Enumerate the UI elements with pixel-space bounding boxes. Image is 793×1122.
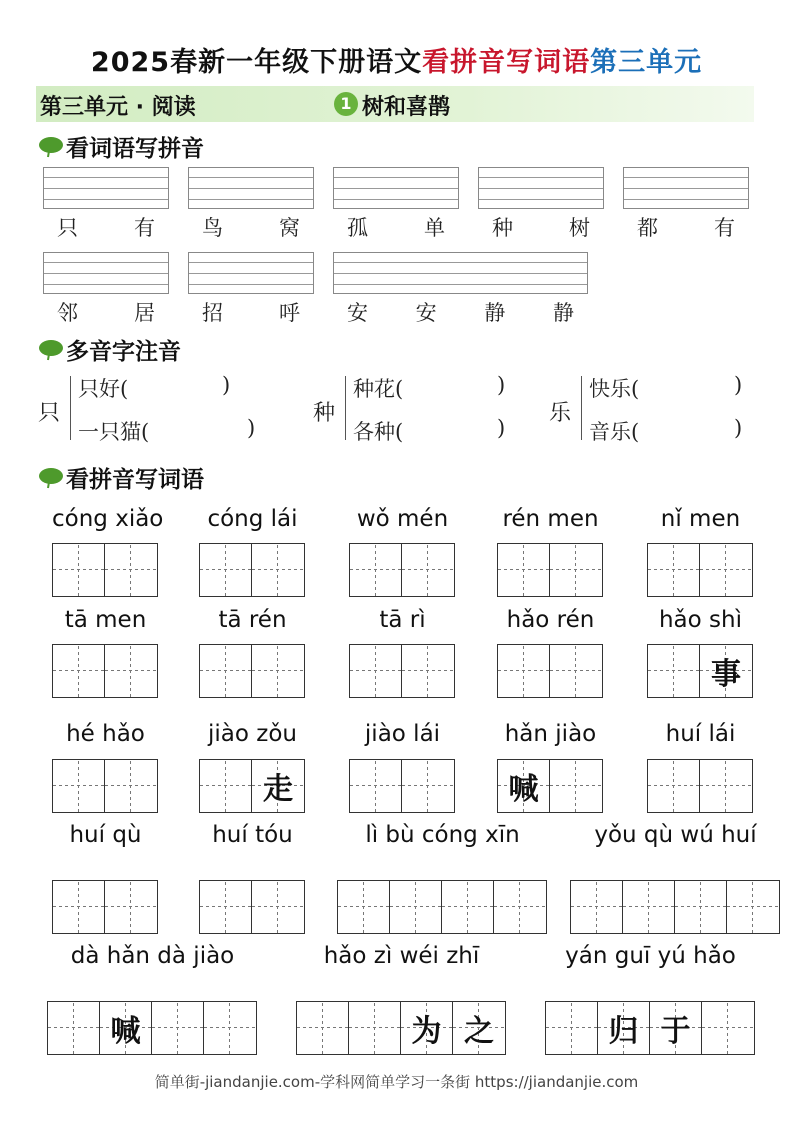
pinyin-prompt: tā men — [64, 607, 147, 633]
writing-cell[interactable] — [200, 760, 252, 812]
writing-cell[interactable] — [648, 645, 700, 697]
polyphone-word: 各种( — [353, 420, 404, 444]
tianzige-grid[interactable] — [52, 644, 158, 698]
section-1-title: 看词语写拼音 — [66, 136, 204, 162]
tianzige-grid[interactable] — [199, 759, 305, 813]
pinyin-prompt: cóng lái — [207, 506, 298, 532]
writing-cell[interactable] — [350, 760, 402, 812]
title-unit: 第三单元 — [590, 47, 703, 78]
section-2-title: 多音字注音 — [66, 339, 181, 365]
writing-cell[interactable] — [550, 544, 602, 596]
answer-blank-close[interactable]: ) — [247, 416, 256, 440]
bracket-line — [345, 376, 346, 440]
writing-cell[interactable] — [402, 645, 454, 697]
tianzige-grid[interactable] — [647, 759, 753, 813]
writing-cell[interactable] — [53, 760, 105, 812]
writing-cell[interactable] — [252, 544, 304, 596]
given-character-cell: 喊 — [498, 760, 550, 812]
footer-source: 简单街-jiandanjie.com-学科网简单学习一条街 https://jiandanjie.com — [154, 1073, 639, 1091]
given-character-cell: 归 — [598, 1002, 650, 1054]
writing-cell[interactable] — [700, 760, 752, 812]
given-character-cell: 为 — [401, 1002, 453, 1054]
word-character: 孤 — [347, 216, 368, 240]
given-character-cell: 事 — [700, 645, 752, 697]
word-characters — [333, 297, 588, 327]
writing-cell[interactable] — [349, 1002, 401, 1054]
word-character: 只 — [57, 216, 78, 240]
writing-cell[interactable] — [48, 1002, 100, 1054]
writing-cell[interactable] — [204, 1002, 256, 1054]
writing-cell[interactable] — [700, 544, 752, 596]
pinyin-prompt: huí tóu — [212, 822, 293, 848]
writing-cell[interactable] — [200, 544, 252, 596]
answer-blank-close[interactable]: ) — [734, 416, 743, 440]
polyphone-char: 种 — [313, 401, 336, 426]
bracket-line — [70, 376, 71, 440]
polyphone-word: 快乐( — [589, 377, 640, 401]
answer-blank-close[interactable]: ) — [497, 416, 506, 440]
writing-cell[interactable] — [252, 881, 304, 933]
section-heading-1 — [38, 130, 204, 163]
word-character: 窝 — [279, 216, 300, 240]
polyphone-char: 只 — [38, 401, 61, 426]
writing-cell[interactable] — [105, 544, 157, 596]
tianzige-grid[interactable] — [497, 543, 603, 597]
writing-cell[interactable] — [252, 645, 304, 697]
answer-blank-close[interactable]: ) — [222, 373, 231, 397]
pinyin-prompt: lì bù cóng xīn — [365, 822, 520, 848]
pinyin-prompt: huí qù — [69, 822, 142, 848]
pinyin-writing-box[interactable] — [43, 167, 169, 209]
word-character: 都 — [637, 216, 658, 240]
tianzige-grid[interactable] — [647, 644, 753, 698]
pinyin-writing-box[interactable] — [478, 167, 604, 209]
pinyin-prompt: tā rén — [218, 607, 287, 633]
pinyin-prompt: hé hǎo — [66, 721, 145, 747]
writing-cell[interactable] — [702, 1002, 754, 1054]
word-characters — [188, 297, 314, 327]
tianzige-grid[interactable] — [337, 880, 547, 934]
writing-cell[interactable] — [297, 1002, 349, 1054]
tianzige-grid[interactable] — [199, 880, 305, 934]
section-3-title: 看拼音写词语 — [66, 467, 204, 493]
word-characters — [43, 297, 169, 327]
word-character: 邻 — [57, 301, 78, 325]
word-character: 安 — [415, 301, 437, 325]
word-character: 单 — [424, 216, 445, 240]
pinyin-prompt: tā rì — [379, 607, 426, 633]
tianzige-grid[interactable] — [497, 759, 603, 813]
word-character: 树 — [569, 216, 590, 240]
polyphone-word: 种花( — [353, 377, 404, 401]
writing-cell[interactable] — [402, 760, 454, 812]
writing-cell[interactable] — [152, 1002, 204, 1054]
pinyin-prompt: hǎo rén — [506, 607, 595, 633]
lesson-title: 树和喜鹊 — [362, 95, 451, 120]
writing-cell[interactable] — [550, 645, 602, 697]
answer-blank-close[interactable]: ) — [497, 373, 506, 397]
word-character: 静 — [552, 301, 574, 325]
word-character: 种 — [492, 216, 513, 240]
tianzige-grid[interactable] — [497, 644, 603, 698]
pinyin-prompt: yán guī yú hǎo — [565, 943, 736, 969]
writing-cell[interactable] — [550, 760, 602, 812]
answer-blank-close[interactable]: ) — [734, 373, 743, 397]
pinyin-prompt: hǎn jiào — [504, 721, 597, 747]
writing-cell[interactable] — [442, 881, 494, 933]
section-heading-3 — [38, 461, 204, 494]
word-characters — [43, 212, 169, 242]
word-character: 招 — [202, 301, 223, 325]
writing-cell[interactable] — [727, 881, 779, 933]
polyphone-word: 一只猫( — [78, 420, 150, 444]
leaf-icon — [38, 467, 64, 489]
pinyin-writing-box[interactable] — [623, 167, 749, 209]
polyphone-char: 乐 — [549, 401, 572, 426]
writing-cell[interactable] — [105, 645, 157, 697]
tianzige-grid[interactable] — [52, 543, 158, 597]
tianzige-grid[interactable] — [647, 543, 753, 597]
tianzige-grid[interactable] — [545, 1001, 755, 1055]
word-character: 鸟 — [202, 216, 223, 240]
tianzige-grid[interactable] — [349, 543, 455, 597]
pinyin-writing-box[interactable] — [188, 252, 314, 294]
pinyin-writing-box[interactable] — [188, 167, 314, 209]
given-character-cell: 走 — [252, 760, 304, 812]
page-title — [0, 40, 793, 79]
title-task: 看拼音写词语 — [422, 47, 591, 78]
word-character: 安 — [347, 301, 368, 325]
tianzige-grid[interactable] — [296, 1001, 506, 1055]
writing-cell[interactable] — [498, 544, 550, 596]
pinyin-prompt: hǎo shì — [658, 607, 742, 633]
word-character: 有 — [134, 216, 155, 240]
word-characters — [623, 212, 749, 242]
word-character: 呼 — [279, 301, 300, 325]
tianzige-grid[interactable] — [52, 880, 158, 934]
title-grade: 2025春新一年级下册语文 — [90, 47, 423, 78]
word-character: 居 — [134, 301, 155, 325]
leaf-icon — [38, 136, 64, 158]
writing-cell[interactable] — [338, 881, 390, 933]
pinyin-writing-box[interactable] — [43, 252, 169, 294]
writing-cell[interactable] — [648, 760, 700, 812]
writing-cell[interactable] — [53, 881, 105, 933]
pinyin-prompt: dà hǎn dà jiào — [70, 943, 235, 969]
pinyin-prompt: rén men — [502, 506, 599, 532]
pinyin-prompt: yǒu qù wú huí — [594, 822, 757, 848]
pinyin-writing-box[interactable] — [333, 167, 459, 209]
leaf-icon — [38, 339, 64, 361]
tianzige-grid[interactable] — [570, 880, 780, 934]
word-character: 静 — [484, 301, 506, 325]
writing-cell[interactable] — [571, 881, 623, 933]
bracket-line — [581, 376, 582, 440]
writing-cell[interactable] — [105, 760, 157, 812]
word-characters — [333, 212, 459, 242]
word-characters — [188, 212, 314, 242]
writing-cell[interactable] — [675, 881, 727, 933]
lesson-number-badge: 1 — [334, 92, 358, 116]
pinyin-prompt: hǎo zì wéi zhī — [323, 943, 480, 969]
tianzige-grid[interactable] — [349, 644, 455, 698]
writing-cell[interactable] — [390, 881, 442, 933]
tianzige-grid[interactable] — [47, 1001, 257, 1055]
writing-cell[interactable] — [623, 881, 675, 933]
banner-unit: 第三单元 · 阅读 — [40, 95, 196, 120]
lesson-banner — [36, 86, 754, 122]
pinyin-prompt: jiào lái — [364, 721, 441, 747]
section-heading-2 — [38, 333, 181, 366]
writing-cell[interactable] — [546, 1002, 598, 1054]
writing-cell[interactable] — [200, 645, 252, 697]
tianzige-grid[interactable] — [349, 759, 455, 813]
writing-cell[interactable] — [53, 544, 105, 596]
given-character-cell: 之 — [453, 1002, 505, 1054]
polyphone-word: 只好( — [78, 377, 129, 401]
pinyin-prompt: cóng xiǎo — [52, 506, 164, 532]
writing-cell[interactable] — [350, 544, 402, 596]
polyphone-word: 音乐( — [589, 420, 640, 444]
pinyin-prompt: wǒ mén — [356, 506, 449, 532]
pinyin-prompt: nǐ men — [660, 506, 741, 532]
writing-cell[interactable] — [498, 645, 550, 697]
tianzige-grid[interactable] — [199, 644, 305, 698]
writing-cell[interactable] — [648, 544, 700, 596]
writing-cell[interactable] — [200, 881, 252, 933]
writing-cell[interactable] — [53, 645, 105, 697]
writing-cell[interactable] — [105, 881, 157, 933]
writing-cell[interactable] — [350, 645, 402, 697]
word-character: 有 — [714, 216, 735, 240]
writing-cell[interactable] — [494, 881, 546, 933]
pinyin-prompt: huí lái — [665, 721, 736, 747]
word-characters — [478, 212, 604, 242]
given-character-cell: 喊 — [100, 1002, 152, 1054]
tianzige-grid[interactable] — [52, 759, 158, 813]
pinyin-prompt: jiào zǒu — [208, 721, 297, 747]
pinyin-writing-box[interactable] — [333, 252, 588, 294]
tianzige-grid[interactable] — [199, 543, 305, 597]
writing-cell[interactable] — [402, 544, 454, 596]
given-character-cell: 于 — [650, 1002, 702, 1054]
